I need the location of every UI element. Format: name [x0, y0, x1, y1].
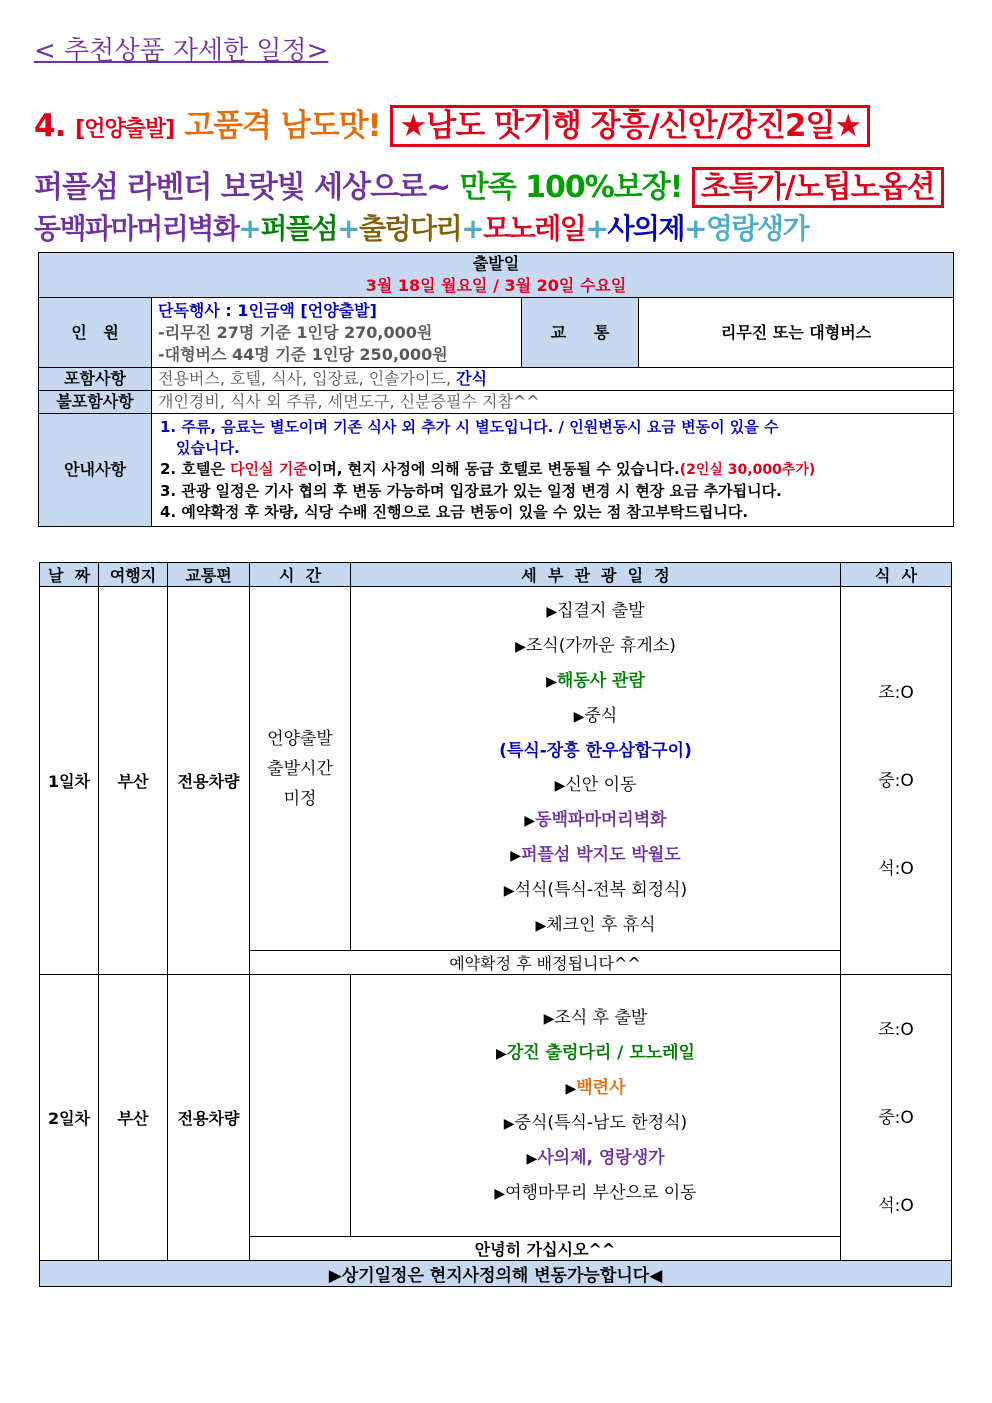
itinerary-text: 신안 이동	[565, 775, 637, 795]
triangle-bullet-icon: ▶	[503, 883, 515, 899]
notice-cell	[152, 414, 954, 527]
itinerary-text: (특식-장흥 한우삼합구이)	[499, 741, 692, 761]
excluded-value: 개인경비, 식사 외 주류, 세면도구, 신분증필수 지참^^	[152, 391, 954, 414]
excluded-label: 불포함사항	[39, 391, 152, 414]
itinerary-item	[357, 768, 834, 803]
transport-label: 교 통	[522, 298, 639, 368]
notice-label: 안내사항	[39, 414, 152, 527]
itinerary-text: 체크인 후 휴식	[546, 915, 656, 935]
itinerary-text: 석식(특식-전복 회정식)	[514, 880, 688, 900]
itinerary-text: 사의제, 영랑생가	[537, 1147, 665, 1168]
meal-dinner: 석:O	[878, 858, 914, 879]
day1-time-line: 출발시간	[267, 758, 333, 779]
title-line-1	[34, 100, 870, 145]
triangle-bullet-icon: ▶	[524, 813, 536, 829]
plus-sign: +	[683, 212, 706, 245]
plus-sign: +	[238, 212, 261, 245]
title-line2-purple: 퍼플섬 라벤더 보랏빛 세상으로~	[34, 170, 451, 205]
itinerary-text: 동백파마머리벽화	[535, 810, 667, 830]
title-line-3	[34, 207, 808, 247]
itinerary-text: 백련사	[576, 1077, 626, 1098]
notice-4: 4. 예약확정 후 차량, 식당 수배 진행으로 요금 변동이 있을 수 있는 점 참고부탁드립니다.	[160, 503, 749, 521]
day1-footer: 예약확정 후 배정됩니다^^	[250, 951, 841, 975]
itinerary-text: 여행마무리 부산으로 이동	[505, 1182, 697, 1203]
title-subtitle: 고품격 남도맛!	[184, 108, 381, 144]
day1-time-line: 언양출발	[267, 728, 333, 749]
itinerary-item	[357, 803, 834, 838]
highlight-3: 출렁다리	[358, 212, 462, 245]
highlight-2: 퍼플섬	[260, 212, 338, 245]
title-line2-green: 만족 100%보장!	[459, 170, 683, 205]
triangle-bullet-icon: ▶	[565, 1080, 577, 1097]
triangle-bullet-icon: ▶	[515, 639, 526, 655]
people-line-2: -리무진 27명 기준 1인당 270,000원	[158, 322, 433, 342]
day2-itinerary	[351, 975, 841, 1237]
itinerary-item	[357, 1001, 834, 1036]
meal-breakfast: 조:O	[878, 682, 914, 703]
header-time: 시 간	[250, 563, 351, 587]
day1-day: 1일차	[40, 587, 99, 975]
triangle-bullet-icon: ▶	[526, 1150, 538, 1167]
meal-breakfast: 조:O	[878, 1019, 914, 1040]
itinerary-item	[357, 1071, 834, 1106]
departure-label: 출발일	[472, 254, 520, 273]
transport-value: 리무진 또는 대형버스	[639, 298, 954, 368]
itinerary-item	[357, 1176, 834, 1211]
info-table	[38, 252, 954, 527]
itinerary-item	[357, 1106, 834, 1141]
triangle-bullet-icon: ▶	[535, 918, 547, 934]
itinerary-text: 중식(특식-남도 한정식)	[514, 1112, 688, 1133]
plus-sign: +	[337, 212, 359, 245]
highlight-4: 모노레일	[483, 212, 586, 245]
notice-3: 3. 관광 일정은 기사 협의 후 변동 가능하며 입장료가 있는 일정 변경 시 현장 요금 추가됩니다.	[160, 482, 782, 500]
day1-transport: 전용차량	[168, 587, 250, 975]
triangle-bullet-icon: ▶	[503, 1115, 515, 1132]
notice-2d: (2인실 30,000추가)	[679, 462, 816, 478]
included-extra: 간식	[456, 369, 488, 388]
itinerary-item	[357, 873, 834, 908]
meal-dinner: 석:O	[878, 1195, 914, 1216]
people-cell	[152, 298, 522, 368]
day2-footer: 안녕히 가십시오^^	[250, 1237, 841, 1261]
page-heading: < 추천상품 자세한 일정>	[34, 36, 329, 66]
itinerary-item	[357, 1141, 834, 1176]
plus-sign: +	[461, 212, 484, 245]
itinerary-item	[357, 629, 834, 664]
itinerary-text: 중식	[584, 706, 618, 726]
day2-place: 부산	[99, 975, 168, 1261]
notice-1: 1. 주류, 음료는 별도이며 기존 식사 외 추가 시 별도입니다. / 인원변동시 요금 변동이 있을 수	[160, 418, 779, 436]
triangle-bullet-icon: ▶	[496, 1045, 507, 1062]
highlight-5: 사의제	[607, 212, 684, 245]
itinerary-text: 조식 후 출발	[554, 1007, 648, 1028]
itinerary-item	[357, 699, 834, 734]
highlight-6: 영랑생가	[705, 212, 809, 245]
highlight-1: 동백파마머리벽화	[34, 212, 239, 245]
triangle-bullet-icon: ▶	[546, 674, 557, 690]
itinerary-text: 조식(가까운 휴게소)	[525, 636, 676, 656]
title-boxed-2: 초특가/노팁노옵션	[692, 167, 944, 208]
triangle-bullet-icon: ▶	[546, 604, 558, 620]
triangle-bullet-icon: ▶	[554, 778, 566, 794]
title-tag: [언양출발]	[75, 117, 175, 142]
itinerary-item	[357, 838, 834, 873]
itinerary-text: 퍼플섬 박지도 박월도	[521, 845, 681, 865]
title-boxed-1: ★남도 맛기행 장흥/신안/강진2일★	[390, 105, 870, 147]
notice-2b: 다인실 기준	[230, 460, 308, 478]
header-transport: 교통편	[168, 563, 250, 587]
people-line-1: 단독행사 : 1인금액 [언양출발]	[158, 300, 377, 320]
schedule-table	[39, 562, 952, 1287]
day1-time-line: 미정	[283, 788, 317, 809]
people-line-3: -대형버스 44명 기준 1인당 250,000원	[158, 344, 448, 364]
notice-1b: 있습니다.	[176, 439, 240, 457]
included-label: 포함사항	[39, 368, 152, 391]
triangle-bullet-icon: ▶	[494, 1185, 506, 1202]
day2-day: 2일차	[40, 975, 99, 1261]
notice-2a: 2. 호텔은	[160, 460, 225, 478]
triangle-bullet-icon: ▶	[510, 848, 522, 864]
included-value: 전용버스, 호텔, 식사, 입장료, 인솔가이드,	[158, 369, 452, 388]
itinerary-item	[357, 594, 834, 629]
bottom-note: ▶상기일정은 현지사정의해 변동가능합니다◀	[40, 1261, 952, 1287]
itinerary-item	[357, 908, 834, 943]
meal-lunch: 중:O	[878, 1107, 914, 1128]
plus-sign: +	[585, 212, 608, 245]
itinerary-text: 강진 출렁다리 / 모노레일	[506, 1042, 695, 1063]
header-meal: 식 사	[841, 563, 952, 587]
itinerary-text: 해동사 관람	[556, 671, 645, 691]
day2-meals	[841, 975, 952, 1261]
day2-transport: 전용차량	[168, 975, 250, 1261]
departure-dates: 3월 18일 월요일 / 3월 20일 수요일	[365, 276, 627, 295]
itinerary-item	[357, 664, 834, 699]
meal-lunch: 중:O	[878, 770, 914, 791]
header-place: 여행지	[99, 563, 168, 587]
notice-2c: 이며, 현지 사정에 의해 동급 호텔로 변동될 수 있습니다.	[307, 460, 680, 478]
people-label: 인 원	[39, 298, 152, 368]
notice-2	[160, 459, 945, 481]
included-cell	[152, 368, 954, 391]
itinerary-item	[357, 1036, 834, 1071]
day1-meals	[841, 587, 952, 975]
triangle-bullet-icon: ▶	[573, 709, 585, 725]
triangle-bullet-icon: ▶	[543, 1010, 555, 1027]
itinerary-item	[357, 734, 834, 768]
day2-time	[250, 975, 351, 1237]
day1-place: 부산	[99, 587, 168, 975]
header-date: 날 짜	[40, 563, 99, 587]
title-line-2	[34, 162, 944, 206]
header-detail: 세 부 관 광 일 정	[351, 563, 841, 587]
title-number: 4.	[34, 108, 66, 144]
day1-time	[250, 587, 351, 951]
departure-cell	[39, 253, 954, 298]
day1-itinerary	[351, 587, 841, 951]
itinerary-text: 집결지 출발	[557, 601, 645, 621]
